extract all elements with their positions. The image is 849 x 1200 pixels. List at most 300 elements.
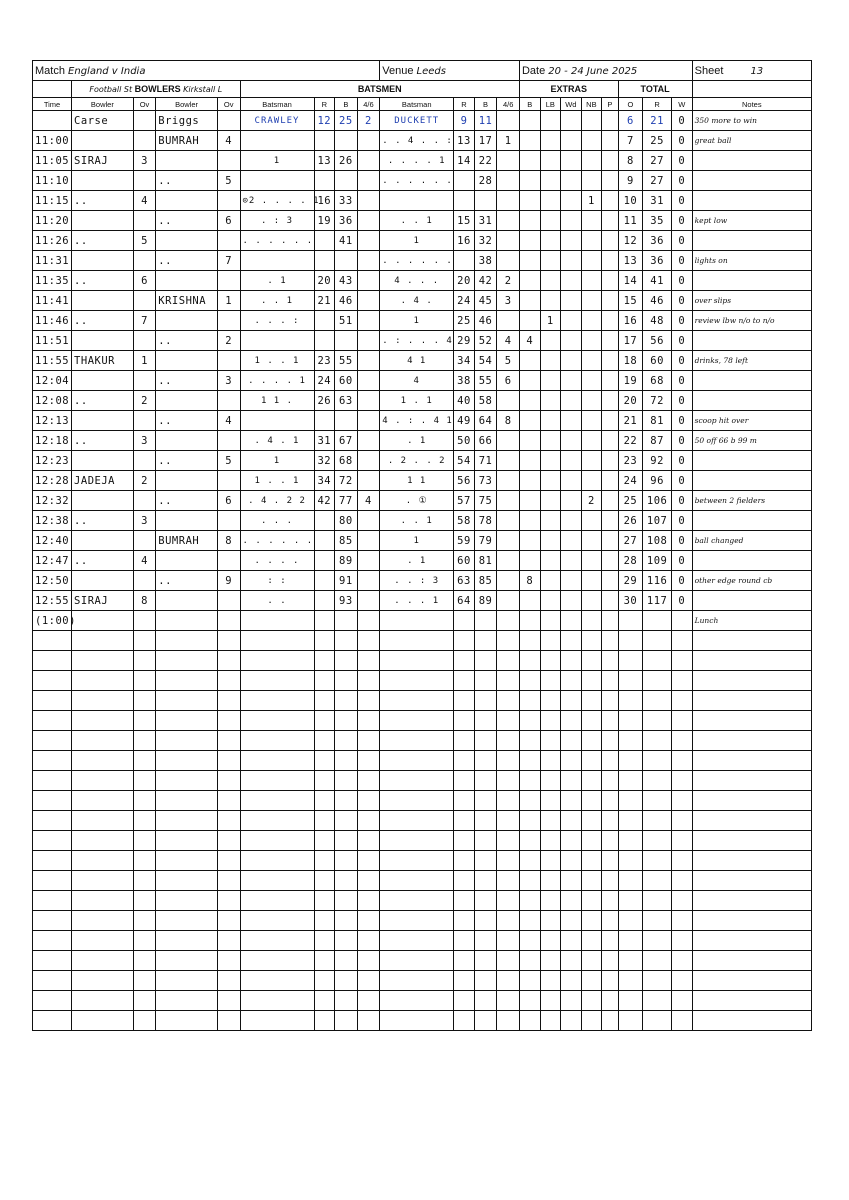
batsman-2-boundaries-cell [497, 691, 520, 711]
blank-row [33, 671, 812, 691]
extras-noballs-cell [581, 891, 602, 911]
extras-wides-cell [561, 551, 582, 571]
total-wickets-cell: 0 [672, 171, 693, 191]
extras-penalty-cell [602, 451, 618, 471]
total-wickets-cell [672, 751, 693, 771]
extras-noballs-cell [581, 691, 602, 711]
total-overs-cell: 25 [618, 491, 643, 511]
bowler-2-cell [156, 831, 218, 851]
batsman-2-runs-cell: 57 [454, 491, 475, 511]
extras-byes-cell [519, 471, 540, 491]
bowler-2-cell [156, 591, 218, 611]
score-row [33, 531, 812, 551]
blank-row [33, 951, 812, 971]
total-runs-cell: 36 [643, 251, 672, 271]
bowler-1-cell [72, 671, 134, 691]
total-wickets-cell [672, 711, 693, 731]
batsman-2-boundaries-cell [497, 891, 520, 911]
extras-penalty-cell [602, 291, 618, 311]
bowler-2-cell [156, 511, 218, 531]
total-runs-cell: 116 [643, 571, 672, 591]
total-overs-cell [618, 711, 643, 731]
batsman-1-cell [240, 131, 314, 151]
total-wickets-cell: 0 [672, 391, 693, 411]
extras-penalty-cell [602, 231, 618, 251]
batsman-1-balls-cell [335, 771, 358, 791]
batsman-1-cell: . : 3 [240, 211, 314, 231]
extras-byes-cell [519, 531, 540, 551]
extras-noballs-cell [581, 871, 602, 891]
extras-wides-cell [561, 351, 582, 371]
batsman-2-cell [380, 191, 454, 211]
batsman-2-boundaries-cell [497, 951, 520, 971]
bowler-2-cell [156, 551, 218, 571]
total-runs-cell: 81 [643, 411, 672, 431]
total-wickets-cell: 0 [672, 371, 693, 391]
batsman-1-runs-cell [314, 991, 335, 1011]
score-row [33, 431, 812, 451]
extras-legbyes-cell [540, 851, 561, 871]
batsman-1-boundaries-cell [357, 1011, 380, 1031]
batsman-2-runs-cell [454, 671, 475, 691]
batsman-1-runs-cell [314, 1011, 335, 1031]
total-wickets-cell [672, 611, 693, 631]
bowler-2-cell [156, 151, 218, 171]
bowler-2-cell: BUMRAH [156, 531, 218, 551]
batsman-2-boundaries-cell [497, 151, 520, 171]
batsman-2-balls-cell [474, 871, 497, 891]
time-cell: 11:20 [33, 211, 72, 231]
time-cell [33, 1011, 72, 1031]
batsman-2-runs-cell [454, 731, 475, 751]
batsman-2-balls-cell [474, 931, 497, 951]
extras-legbyes-cell [540, 111, 561, 131]
batsman-1-runs-cell [314, 691, 335, 711]
batsman-1-boundaries-cell [357, 371, 380, 391]
extras-legbyes-cell [540, 751, 561, 771]
total-overs-cell [618, 971, 643, 991]
batsman-2-runs-cell [454, 751, 475, 771]
blank-row [33, 971, 812, 991]
notes-cell [692, 631, 811, 651]
batsman-1-cell: . 1 [240, 271, 314, 291]
extras-legbyes-cell [540, 351, 561, 371]
batsman-1-runs-cell [314, 831, 335, 851]
batsman-2-runs-cell [454, 711, 475, 731]
batsman-2-cell: 4 . . . [380, 271, 454, 291]
batsman-2-boundaries-cell [497, 1011, 520, 1031]
batsman-1-balls-cell [335, 811, 358, 831]
bowler-2-overs-cell [217, 731, 240, 751]
batsman-1-cell: . . 1 [240, 291, 314, 311]
bowler-2-overs-cell: 1 [217, 291, 240, 311]
batsman-1-cell [240, 871, 314, 891]
bowler-1-overs-cell [133, 111, 156, 131]
batsman-1-boundaries-cell [357, 891, 380, 911]
batsman-2-runs-cell: 9 [454, 111, 475, 131]
total-overs-cell [618, 651, 643, 671]
score-row [33, 291, 812, 311]
extras-penalty-cell [602, 491, 618, 511]
total-wickets-cell [672, 691, 693, 711]
extras-wides-cell [561, 211, 582, 231]
batsman-2-runs-cell: 15 [454, 211, 475, 231]
batsman-2-balls-cell [474, 811, 497, 831]
batsman-1-runs-cell [314, 871, 335, 891]
bowler-1-overs-cell [133, 791, 156, 811]
extras-penalty-cell [602, 531, 618, 551]
extras-legbyes-cell [540, 671, 561, 691]
column-header-row [33, 98, 812, 111]
bowler-1-cell: .. [72, 511, 134, 531]
extras-wides-cell [561, 651, 582, 671]
extras-legbyes-cell [540, 391, 561, 411]
total-wickets-cell [672, 651, 693, 671]
batsman-1-runs-cell [314, 251, 335, 271]
total-runs-cell [643, 771, 672, 791]
batsman-2-runs-cell [454, 891, 475, 911]
total-runs-cell: 48 [643, 311, 672, 331]
batsman-2-runs-cell [454, 791, 475, 811]
extras-wides-cell [561, 431, 582, 451]
batsman-1-runs-cell [314, 971, 335, 991]
batsman-1-runs-cell: 32 [314, 451, 335, 471]
total-runs-cell [643, 991, 672, 1011]
blank-row [33, 1011, 812, 1031]
extras-noballs-cell [581, 531, 602, 551]
blank-row [33, 911, 812, 931]
batsman-1-runs-cell [314, 751, 335, 771]
batsman-2-cell: DUCKETT [380, 111, 454, 131]
batsman-1-boundaries-cell [357, 751, 380, 771]
blank-row [33, 711, 812, 731]
bowler-2-cell: .. [156, 211, 218, 231]
batsman-1-balls-cell: 36 [335, 211, 358, 231]
bowler-1-overs-cell [133, 211, 156, 231]
extras-wides-cell [561, 511, 582, 531]
col-balls-1: B [335, 98, 358, 111]
batsman-1-boundaries-cell [357, 251, 380, 271]
batsman-1-runs-cell: 23 [314, 351, 335, 371]
extras-wides-cell [561, 131, 582, 151]
batsman-1-cell [240, 731, 314, 751]
batsman-1-balls-cell [335, 171, 358, 191]
batsman-1-balls-cell: 91 [335, 571, 358, 591]
time-cell: 12:40 [33, 531, 72, 551]
total-overs-cell: 15 [618, 291, 643, 311]
batsman-1-balls-cell [335, 951, 358, 971]
extras-byes-cell [519, 831, 540, 851]
bowler-end-2: Kirkstall L [183, 85, 223, 94]
batsman-1-balls-cell [335, 711, 358, 731]
batsman-2-runs-cell: 14 [454, 151, 475, 171]
batsman-1-balls-cell [335, 751, 358, 771]
total-wickets-cell: 0 [672, 531, 693, 551]
batsman-1-cell: 1 [240, 451, 314, 471]
total-overs-cell: 29 [618, 571, 643, 591]
extras-byes-cell [519, 491, 540, 511]
time-cell [33, 711, 72, 731]
bowler-2-overs-cell [217, 391, 240, 411]
batsman-1-balls-cell: 72 [335, 471, 358, 491]
batsman-2-cell [380, 671, 454, 691]
bowler-2-overs-cell [217, 831, 240, 851]
col-batsman-1: Batsman [240, 98, 314, 111]
batsman-1-boundaries-cell [357, 691, 380, 711]
extras-byes-cell [519, 791, 540, 811]
total-wickets-cell [672, 631, 693, 651]
extras-noballs-cell [581, 451, 602, 471]
batsman-1-balls-cell: 85 [335, 531, 358, 551]
bowler-2-overs-cell: 2 [217, 331, 240, 351]
bowler-2-cell [156, 811, 218, 831]
notes-cell [692, 911, 811, 931]
total-overs-cell: 14 [618, 271, 643, 291]
extras-penalty-cell [602, 271, 618, 291]
blank-row [33, 751, 812, 771]
bowler-1-overs-cell [133, 531, 156, 551]
blank-row [33, 771, 812, 791]
extras-wides-cell [561, 491, 582, 511]
batsman-1-cell [240, 891, 314, 911]
batsman-1-runs-cell: 24 [314, 371, 335, 391]
blank-row [33, 691, 812, 711]
batsman-2-boundaries-cell: 8 [497, 411, 520, 431]
notes-cell: ball changed [692, 531, 811, 551]
scoresheet-table [32, 60, 812, 1031]
extras-legbyes-cell [540, 611, 561, 631]
extras-penalty-cell [602, 1011, 618, 1031]
batsman-1-boundaries-cell [357, 831, 380, 851]
batsman-1-runs-cell [314, 131, 335, 151]
bowler-1-cell: .. [72, 431, 134, 451]
bowler-2-overs-cell [217, 111, 240, 131]
total-overs-cell: 11 [618, 211, 643, 231]
batsman-2-cell [380, 871, 454, 891]
extras-wides-cell [561, 411, 582, 431]
extras-noballs-cell [581, 131, 602, 151]
bowler-2-overs-cell [217, 511, 240, 531]
batsman-1-cell: 1 1 . [240, 391, 314, 411]
extras-wides-cell [561, 531, 582, 551]
bowler-1-cell [72, 451, 134, 471]
batsman-1-cell: . 4 . 1 [240, 431, 314, 451]
extras-legbyes-cell [540, 371, 561, 391]
bowler-1-overs-cell: 3 [133, 511, 156, 531]
extras-legbyes-cell [540, 791, 561, 811]
batsman-2-runs-cell [454, 991, 475, 1011]
bowler-2-cell [156, 951, 218, 971]
batsman-2-boundaries-cell [497, 451, 520, 471]
extras-penalty-cell [602, 471, 618, 491]
batsman-2-boundaries-cell [497, 531, 520, 551]
batsman-2-balls-cell [474, 191, 497, 211]
total-overs-cell [618, 951, 643, 971]
batsman-2-boundaries-cell [497, 831, 520, 851]
batsman-2-cell: . . 1 [380, 511, 454, 531]
batsman-1-balls-cell [335, 691, 358, 711]
extras-legbyes-cell [540, 831, 561, 851]
time-cell: 11:05 [33, 151, 72, 171]
bowler-2-overs-cell [217, 351, 240, 371]
col-notes: Notes [692, 98, 811, 111]
bowler-2-cell [156, 391, 218, 411]
total-overs-cell: 17 [618, 331, 643, 351]
bowler-1-overs-cell [133, 731, 156, 751]
bowler-1-cell: SIRAJ [72, 591, 134, 611]
bowler-1-cell [72, 831, 134, 851]
batsman-2-runs-cell: 20 [454, 271, 475, 291]
batsman-1-cell: CRAWLEY [240, 111, 314, 131]
extras-noballs-cell [581, 471, 602, 491]
total-wickets-cell: 0 [672, 231, 693, 251]
extras-penalty-cell [602, 431, 618, 451]
batsman-2-cell [380, 851, 454, 871]
total-runs-cell: 108 [643, 531, 672, 551]
bowler-1-cell [72, 991, 134, 1011]
batsman-1-boundaries-cell [357, 591, 380, 611]
score-row [33, 591, 812, 611]
total-wickets-cell: 0 [672, 591, 693, 611]
time-cell: 12:50 [33, 571, 72, 591]
batsman-1-boundaries-cell [357, 791, 380, 811]
total-overs-cell: 7 [618, 131, 643, 151]
blank-row [33, 811, 812, 831]
batsman-2-balls-cell: 38 [474, 251, 497, 271]
notes-cell [692, 151, 811, 171]
match-cell [33, 61, 380, 81]
extras-byes-cell [519, 851, 540, 871]
batsman-2-balls-cell: 58 [474, 391, 497, 411]
batsman-2-cell [380, 711, 454, 731]
batsman-1-balls-cell: 25 [335, 111, 358, 131]
extras-wides-cell [561, 911, 582, 931]
batsman-2-balls-cell [474, 631, 497, 651]
extras-penalty-cell [602, 551, 618, 571]
batsman-2-cell [380, 611, 454, 631]
batsman-1-boundaries-cell [357, 291, 380, 311]
batsman-1-cell [240, 971, 314, 991]
group-header-row [33, 81, 812, 98]
bowler-1-overs-cell: 3 [133, 431, 156, 451]
time-cell: 12:04 [33, 371, 72, 391]
extras-byes-cell [519, 731, 540, 751]
bowler-1-overs-cell [133, 131, 156, 151]
score-row [33, 271, 812, 291]
date-value: 20 - 24 June 2025 [548, 65, 638, 77]
batsman-1-boundaries-cell [357, 351, 380, 371]
extras-noballs-cell [581, 151, 602, 171]
batsman-2-cell [380, 631, 454, 651]
total-wickets-cell [672, 911, 693, 931]
bowler-1-cell [72, 851, 134, 871]
extras-byes-cell [519, 351, 540, 371]
col-extras-byes: B [519, 98, 540, 111]
blank-row [33, 631, 812, 651]
total-wickets-cell: 0 [672, 271, 693, 291]
date-cell [519, 61, 692, 81]
bowler-1-cell: .. [72, 391, 134, 411]
extras-noballs-cell [581, 391, 602, 411]
extras-byes-cell [519, 611, 540, 631]
bowler-1-cell [72, 791, 134, 811]
batsman-2-cell [380, 691, 454, 711]
bowler-2-cell [156, 271, 218, 291]
bowler-1-cell [72, 691, 134, 711]
batsman-2-runs-cell [454, 951, 475, 971]
total-runs-cell [643, 751, 672, 771]
bowler-1-overs-cell [133, 671, 156, 691]
extras-noballs-cell [581, 751, 602, 771]
extras-wides-cell [561, 391, 582, 411]
extras-noballs-cell [581, 411, 602, 431]
extras-wides-cell [561, 311, 582, 331]
batsman-2-boundaries-cell [497, 191, 520, 211]
batsman-1-balls-cell [335, 331, 358, 351]
bowler-1-cell [72, 731, 134, 751]
bowler-2-overs-cell [217, 151, 240, 171]
batsman-2-runs-cell [454, 851, 475, 871]
extras-penalty-cell [602, 751, 618, 771]
batsman-1-boundaries-cell [357, 531, 380, 551]
extras-noballs-cell [581, 711, 602, 731]
batsman-2-runs-cell [454, 971, 475, 991]
batsman-2-boundaries-cell [497, 171, 520, 191]
col-runs-1: R [314, 98, 335, 111]
batsman-1-boundaries-cell [357, 451, 380, 471]
total-wickets-cell: 0 [672, 211, 693, 231]
total-overs-cell [618, 691, 643, 711]
extras-legbyes-cell [540, 891, 561, 911]
batsman-2-boundaries-cell [497, 871, 520, 891]
total-overs-cell [618, 831, 643, 851]
extras-noballs-cell [581, 431, 602, 451]
notes-cell: review lbw n/o to n/o [692, 311, 811, 331]
bowler-2-overs-cell [217, 631, 240, 651]
total-wickets-cell [672, 871, 693, 891]
batsman-2-cell [380, 891, 454, 911]
total-runs-cell: 107 [643, 511, 672, 531]
batsman-2-boundaries-cell [497, 771, 520, 791]
batsman-2-boundaries-cell [497, 611, 520, 631]
extras-noballs-cell [581, 271, 602, 291]
batsman-1-runs-cell [314, 551, 335, 571]
time-cell: 11:41 [33, 291, 72, 311]
total-overs-cell [618, 631, 643, 651]
extras-noballs-cell [581, 111, 602, 131]
batsman-1-balls-cell [335, 931, 358, 951]
extras-wides-cell [561, 571, 582, 591]
total-wickets-cell [672, 671, 693, 691]
total-runs-cell: 92 [643, 451, 672, 471]
batsman-2-cell [380, 931, 454, 951]
time-cell [33, 911, 72, 931]
bowler-1-overs-cell [133, 291, 156, 311]
batsman-1-boundaries-cell [357, 411, 380, 431]
total-wickets-cell [672, 731, 693, 751]
total-runs-cell [643, 931, 672, 951]
notes-cell: Lunch [692, 611, 811, 631]
batsman-1-balls-cell: 60 [335, 371, 358, 391]
bowler-1-cell [72, 871, 134, 891]
batsman-1-balls-cell: 89 [335, 551, 358, 571]
extras-noballs-cell [581, 511, 602, 531]
extras-wides-cell [561, 631, 582, 651]
batsman-1-cell: 1 [240, 151, 314, 171]
scoresheet [32, 60, 812, 1031]
extras-noballs-cell [581, 631, 602, 651]
batsman-2-balls-cell [474, 651, 497, 671]
